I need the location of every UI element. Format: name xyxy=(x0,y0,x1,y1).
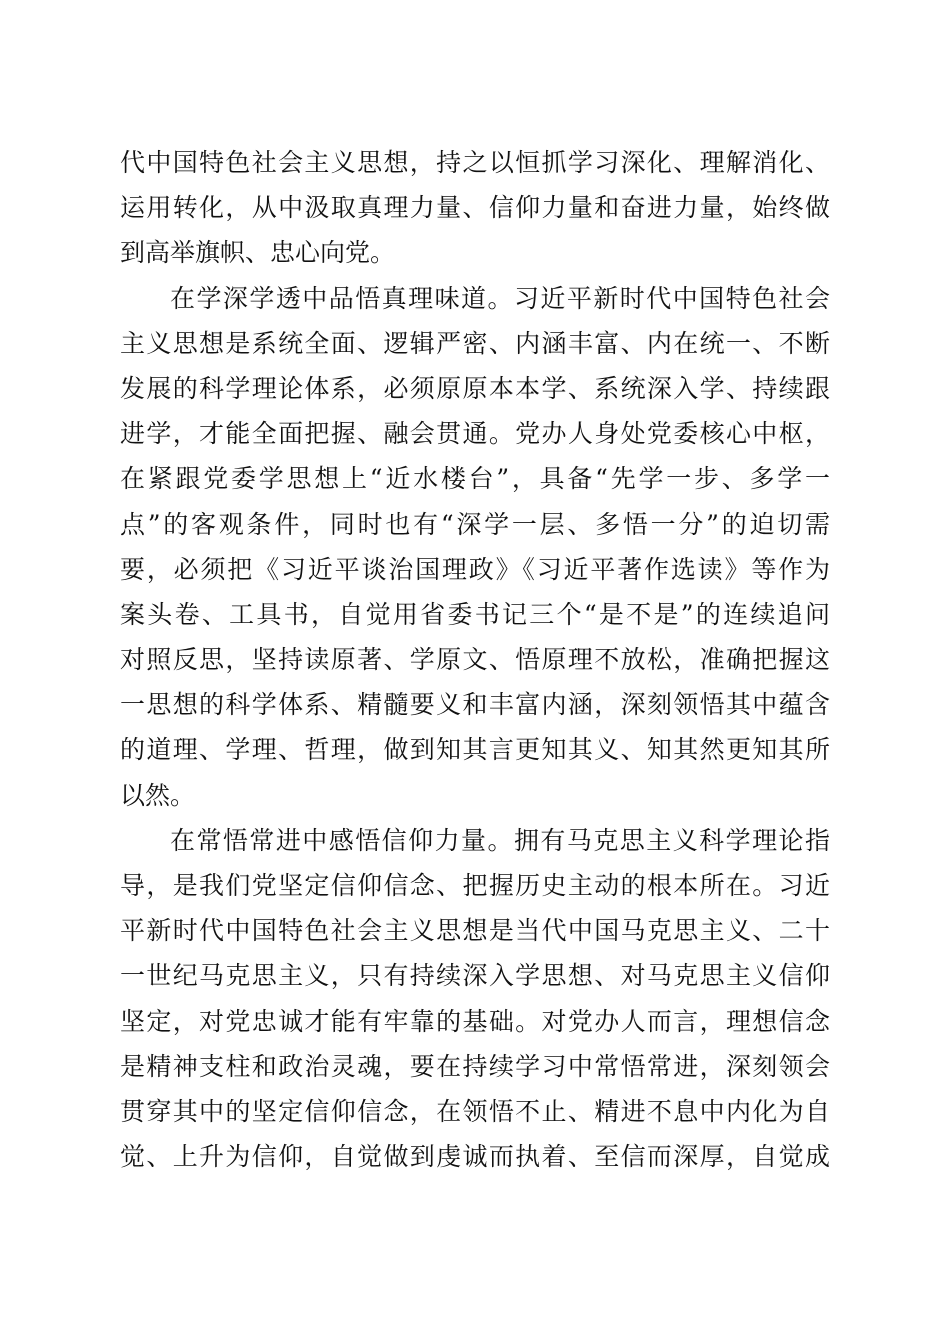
text-line: 到高举旗帜、忠心向党。 xyxy=(120,238,396,268)
text-line: 对照反思，坚持读原著、学原文、悟原理不放松，准确把握这 xyxy=(120,645,830,675)
body-text xyxy=(120,140,830,1179)
text-line: 以然。 xyxy=(120,780,196,810)
text-line: 贯穿其中的坚定信仰信念，在领悟不止、精进不息中内化为自 xyxy=(120,1096,830,1126)
text-line: 一思想的科学体系、精髓要义和丰富内涵，深刻领悟其中蕴含 xyxy=(120,690,830,720)
text-line: 点”的客观条件，同时也有“深学一层、多悟一分”的迫切需 xyxy=(120,509,830,539)
text-line: 坚定，对党忠诚才能有牢靠的基础。对党办人而言，理想信念 xyxy=(120,1006,830,1036)
text-line: 运用转化，从中汲取真理力量、信仰力量和奋进力量，始终做 xyxy=(120,193,830,223)
paragraph xyxy=(120,140,830,276)
text-line: 在常悟常进中感悟信仰力量。拥有马克思主义科学理论指 xyxy=(170,825,830,855)
text-line: 要，必须把《习近平谈治国理政》《习近平著作选读》等作为 xyxy=(120,554,830,584)
text-line: 案头卷、工具书，自觉用省委书记三个“是不是”的连续追问 xyxy=(120,599,830,629)
text-line: 觉、上升为信仰，自觉做到虔诚而执着、至信而深厚，自觉成 xyxy=(120,1142,830,1172)
text-line: 平新时代中国特色社会主义思想是当代中国马克思主义、二十 xyxy=(120,916,830,946)
text-line: 的道理、学理、哲理，做到知其言更知其义、知其然更知其所 xyxy=(120,735,830,765)
text-line: 在紧跟党委学思想上“近水楼台”，具备“先学一步、多学一 xyxy=(120,464,830,494)
text-line: 是精神支柱和政治灵魂，要在持续学习中常悟常进，深刻领会 xyxy=(120,1051,830,1081)
text-line: 代中国特色社会主义思想，持之以恒抓学习深化、理解消化、 xyxy=(120,148,830,177)
paragraph xyxy=(120,818,830,1180)
paragraph xyxy=(120,276,830,818)
text-line: 进学，才能全面把握、融会贯通。党办人身处党委核心中枢， xyxy=(120,419,830,449)
text-line: 导，是我们党坚定信仰信念、把握历史主动的根本所在。习近 xyxy=(120,871,830,900)
text-line: 主义思想是系统全面、逻辑严密、内涵丰富、内在统一、不断 xyxy=(120,328,830,358)
text-line: 发展的科学理论体系，必须原原本本学、系统深入学、持续跟 xyxy=(120,373,830,403)
text-line: 在学深学透中品悟真理味道。习近平新时代中国特色社会 xyxy=(170,283,830,313)
text-line: 一世纪马克思主义，只有持续深入学思想、对马克思主义信仰 xyxy=(120,961,830,991)
